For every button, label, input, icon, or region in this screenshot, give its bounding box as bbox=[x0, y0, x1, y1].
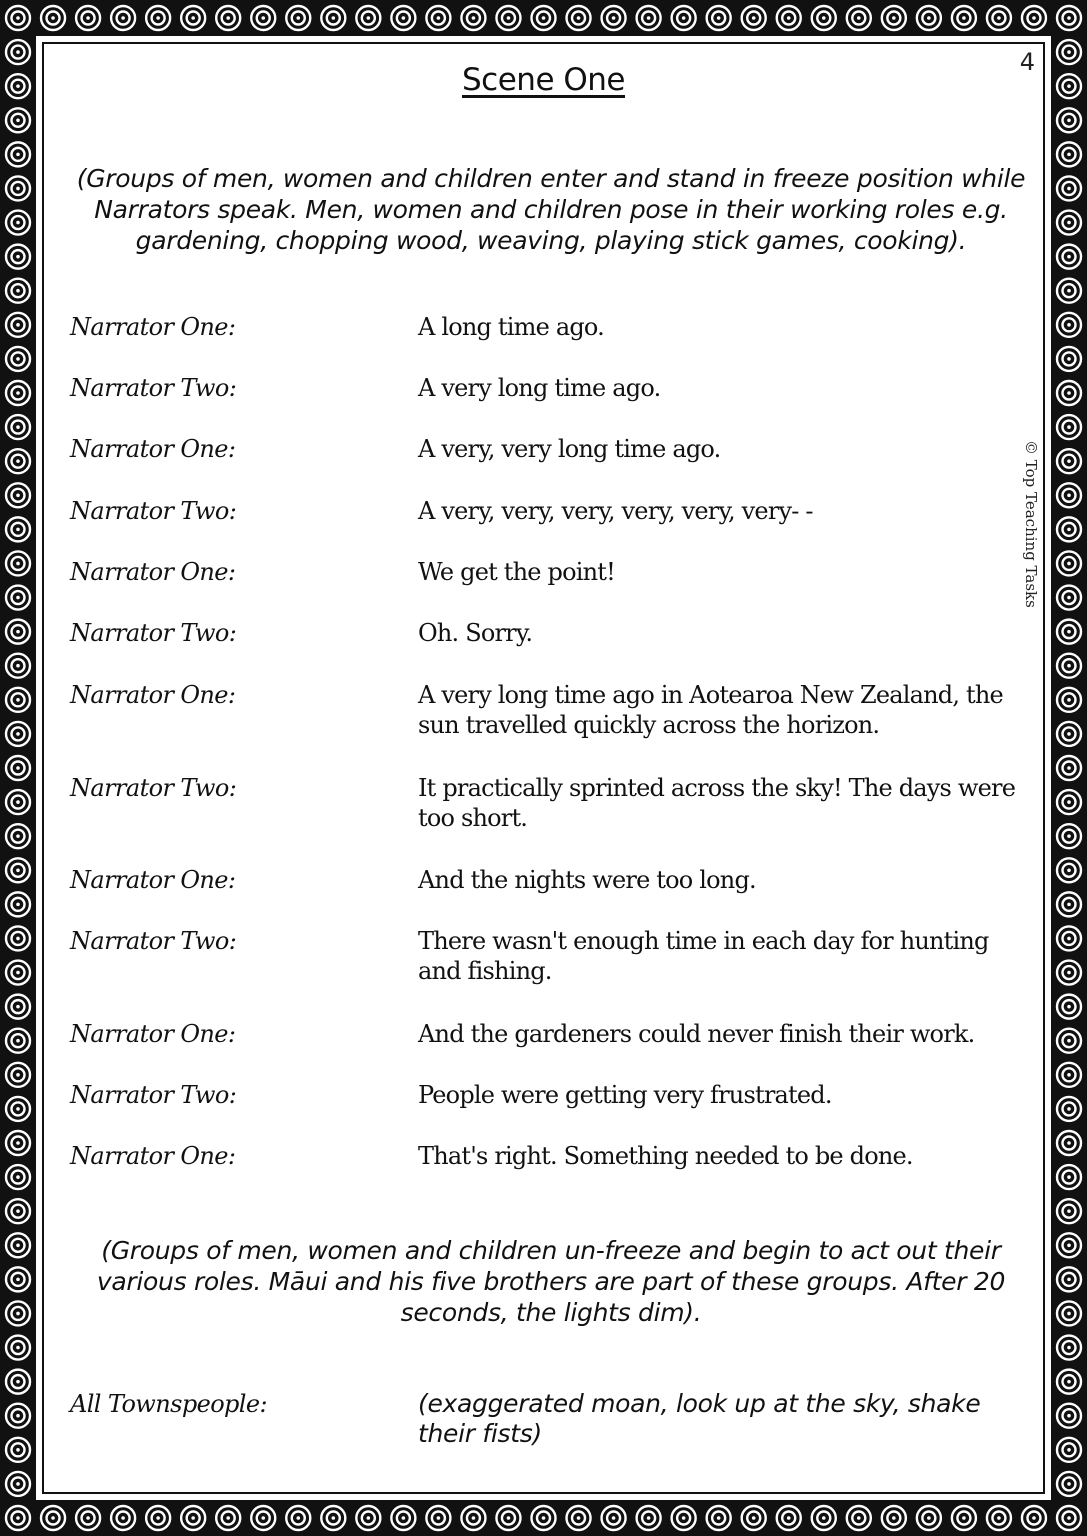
closing-stage-direction: (Groups of men, women and children un-freeze and begin to act out their various roles. Māui and his five brothers are part of these groups. After 20 seconds, the lights dim). bbox=[96, 1236, 1006, 1327]
page-title bbox=[0, 62, 1087, 98]
speaker-label: Narrator Two: bbox=[70, 927, 237, 955]
speaker-label: Narrator One: bbox=[70, 313, 236, 341]
speech-text: And the gardeners could never finish their work. bbox=[418, 1020, 975, 1048]
speech-text: A very, very long time ago. bbox=[418, 435, 721, 463]
speaker-label: Narrator Two: bbox=[70, 774, 237, 802]
speech-text: A very long time ago. bbox=[418, 374, 661, 402]
speech-text: We get the point! bbox=[418, 558, 615, 586]
speaker-label: Narrator One: bbox=[70, 866, 236, 894]
copyright-notice: © Top Teaching Tasks bbox=[1022, 440, 1040, 608]
stage-action-text: (exaggerated moan, look up at the sky, shake their fists) bbox=[418, 1389, 981, 1448]
speaker-label: Narrator Two: bbox=[70, 374, 237, 402]
speech-text: A very long time ago in Aotearoa New Zealand, the sun travelled quickly across the horizon. bbox=[418, 681, 1003, 739]
speaker-label: Narrator Two: bbox=[70, 497, 237, 525]
speech-text: Oh. Sorry. bbox=[418, 619, 533, 647]
speech-text: That's right. Something needed to be done. bbox=[418, 1142, 913, 1170]
speaker-label: Narrator One: bbox=[70, 435, 236, 463]
speech-text: And the nights were too long. bbox=[418, 866, 756, 894]
speaker-label: Narrator Two: bbox=[70, 619, 237, 647]
speech-text: People were getting very frustrated. bbox=[418, 1081, 832, 1109]
opening-stage-direction: (Groups of men, women and children enter and stand in freeze position while Narrators speak. Men, women and children pose in their working roles e.g. gardening, chopping wood, weaving, playing stick games, cooking). bbox=[76, 164, 1026, 255]
speaker-label: Narrator One: bbox=[70, 1142, 236, 1170]
speaker-label: All Townspeople: bbox=[70, 1390, 267, 1418]
page-number: 4 bbox=[1019, 48, 1035, 76]
speaker-label: Narrator Two: bbox=[70, 1081, 237, 1109]
speech-text: A very, very, very, very, very, very- - bbox=[418, 497, 813, 525]
speech-text: There wasn't enough time in each day for hunting and fishing. bbox=[418, 927, 989, 985]
speaker-label: Narrator One: bbox=[70, 1020, 236, 1048]
speech-text: It practically sprinted across the sky! The days were too short. bbox=[418, 774, 1016, 832]
speech-text: A long time ago. bbox=[418, 313, 604, 341]
scene-title-text: Scene One bbox=[462, 62, 625, 98]
speaker-label: Narrator One: bbox=[70, 681, 236, 709]
speaker-label: Narrator One: bbox=[70, 558, 236, 586]
